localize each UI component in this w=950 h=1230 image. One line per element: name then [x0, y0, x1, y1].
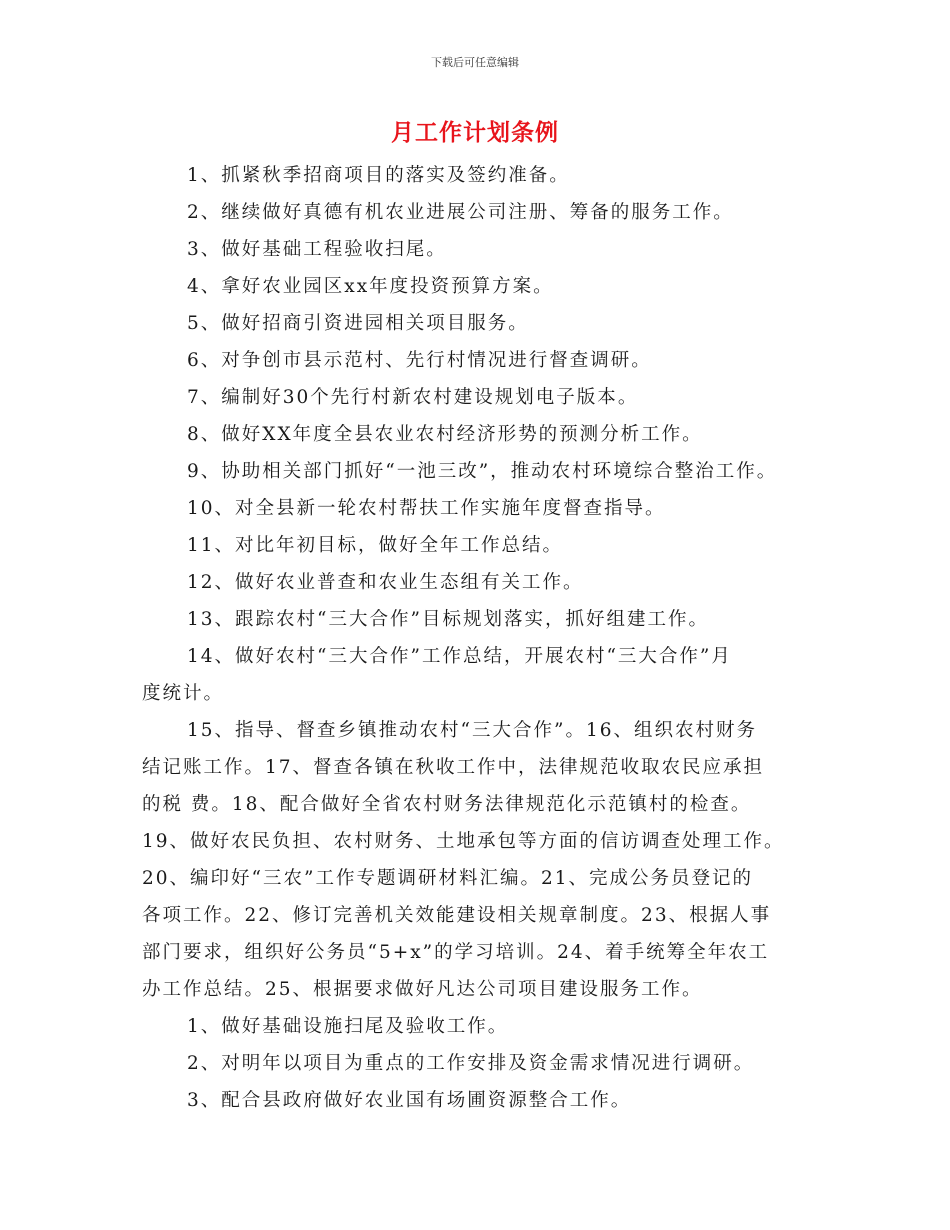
list-item: 10、对全县新一轮农村帮扶工作实施年度督查指导。: [187, 498, 666, 519]
page-header-note: 下载后可任意编辑: [431, 56, 519, 69]
list-item: 6、对争创市县示范村、先行村情况进行督查调研。: [187, 350, 652, 371]
document-title: 月工作计划条例: [391, 120, 559, 146]
list-item: 3、做好基础工程验收扫尾。: [187, 239, 447, 260]
list-item: 5、做好招商引资进园相关项目服务。: [187, 313, 529, 334]
list-item: 2、对明年以项目为重点的工作安排及资金需求情况进行调研。: [187, 1053, 755, 1074]
list-item-continuation: 办工作总结。25、根据要求做好凡达公司项目建设服务工作。: [142, 979, 703, 1000]
list-item-continuation: 各项工作。22、修订完善机关效能建设相关规章制度。23、根据人事: [142, 905, 772, 926]
list-item-continuation: 的税 费。18、配合做好全省农村财务法律规范化示范镇村的检查。: [142, 794, 752, 815]
document-body: [142, 157, 832, 1119]
list-item: 14、做好农村“三大合作”工作总结，开展农村“三大合作”月: [187, 646, 732, 667]
list-item: 8、做好XX年度全县农业农村经济形势的预测分析工作。: [187, 424, 703, 445]
list-item: 1、做好基础设施扫尾及验收工作。: [187, 1016, 509, 1037]
list-item-continuation: 结记账工作。17、督查各镇在秋收工作中，法律规范收取农民应承担: [142, 757, 765, 778]
list-item-continuation: 度统计。: [142, 683, 225, 704]
list-item: 7、编制好30个先行村新农村建设规划电子版本。: [187, 387, 639, 408]
list-item: 15、指导、督查乡镇推动农村“三大合作”。16、组织农村财务: [187, 720, 757, 741]
list-item: 13、跟踪农村“三大合作”目标规划落实，抓好组建工作。: [187, 609, 709, 630]
list-item: 9、协助相关部门抓好“一池三改”，推动农村环境综合整治工作。: [187, 461, 778, 482]
list-item: 3、配合县政府做好农业国有场圃资源整合工作。: [187, 1090, 632, 1111]
list-item-continuation: 19、做好农民负担、农村财务、土地承包等方面的信访调查处理工作。: [142, 831, 785, 852]
list-item: 4、拿好农业园区xx年度投资预算方案。: [187, 276, 554, 297]
list-item-continuation: 部门要求，组织好公务员“5+x”的学习培训。24、着手统筹全年农工: [142, 942, 770, 963]
list-item-continuation: 20、编印好“三农”工作专题调研材料汇编。21、完成公务员登记的: [142, 868, 753, 889]
list-item: 11、对比年初目标，做好全年工作总结。: [187, 535, 564, 556]
list-item: 2、继续做好真德有机农业进展公司注册、筹备的服务工作。: [187, 202, 734, 223]
list-item: 1、抓紧秋季招商项目的落实及签约准备。: [187, 165, 570, 186]
list-item: 12、做好农业普查和农业生态组有关工作。: [187, 572, 584, 593]
